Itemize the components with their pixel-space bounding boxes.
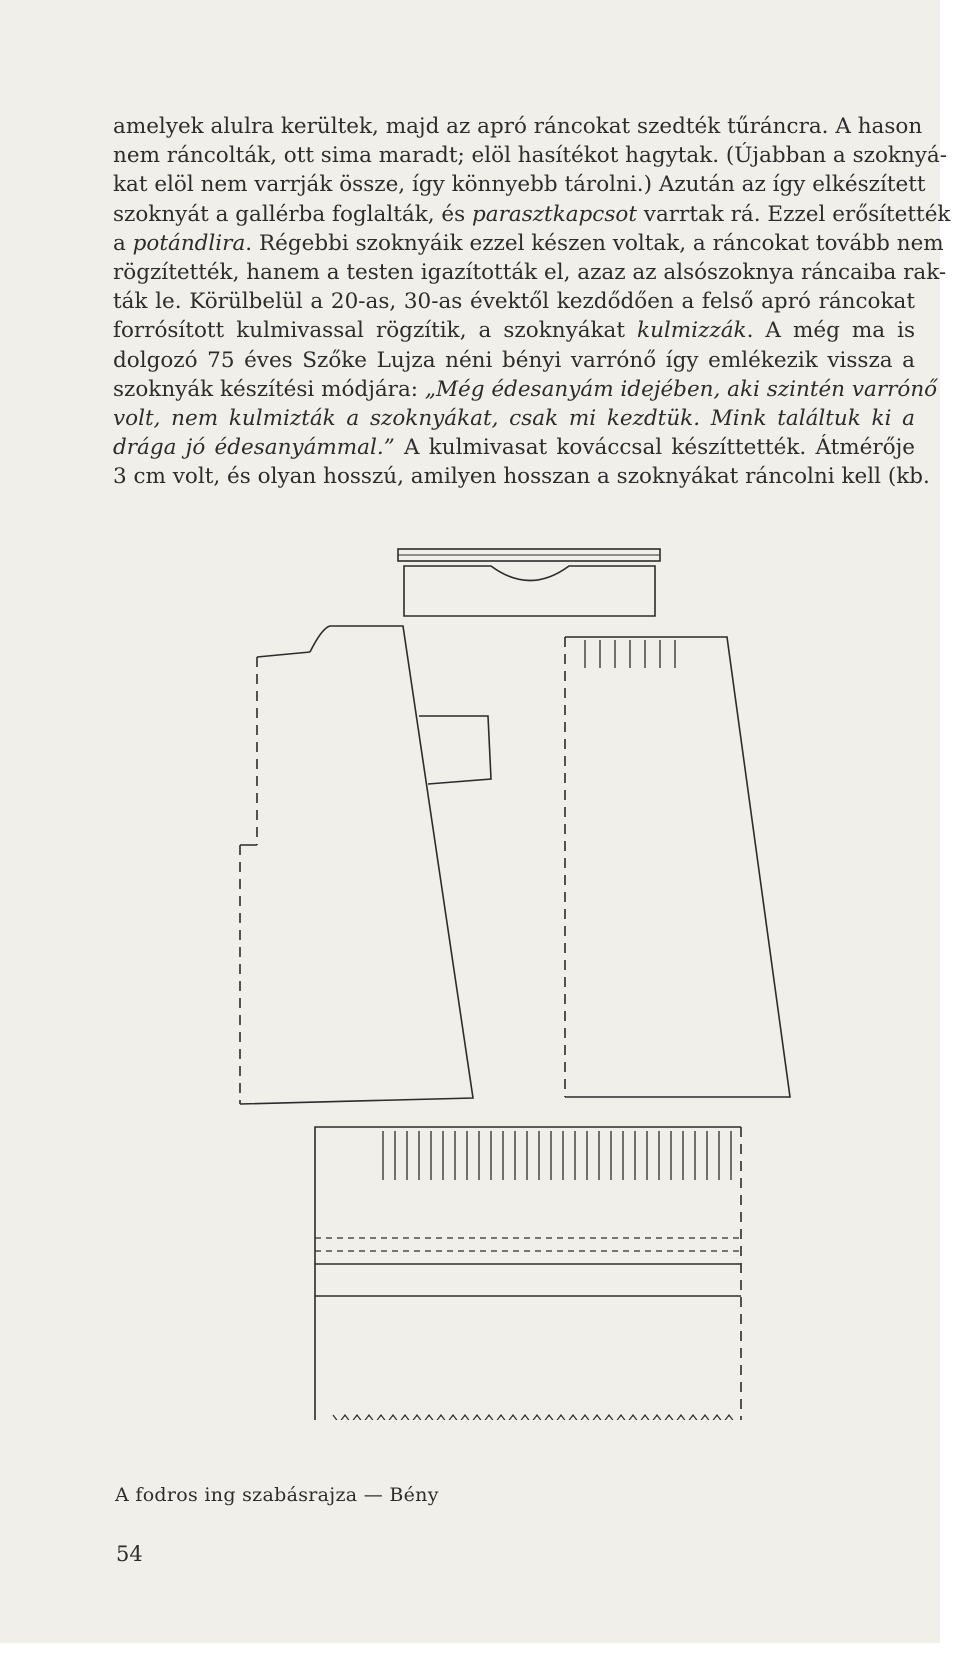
text-line <box>113 287 915 316</box>
italic-text-run: potándlira <box>132 230 246 256</box>
text-run: . A még ma is <box>746 318 915 344</box>
text-line <box>113 462 930 491</box>
text-line <box>113 170 926 199</box>
collar-band <box>398 549 660 561</box>
sewing-pattern-diagram <box>0 540 940 1420</box>
text-line <box>113 316 915 345</box>
italic-text-run: „Még édesanyám idejében, aki szintén varrónő <box>424 376 938 402</box>
italic-text-run: kulmizzák <box>637 318 747 344</box>
italic-text-run: drága jó édesanyámmal.” <box>113 435 395 461</box>
text-run: . Régebbi szoknyáik ezzel készen voltak, a ráncokat tovább nem <box>245 230 944 256</box>
italic-text-run: parasztkapcsot <box>472 201 637 227</box>
text-run: rögzítették, hanem a testen igazították el, azaz az alsószoknya ráncaiba rak- <box>113 260 947 286</box>
text-line <box>113 404 915 433</box>
text-run: amelyek alulra kerültek, majd az apró ráncokat szedték tűráncra. A hason <box>113 114 923 139</box>
ruffle-panel <box>315 1127 741 1420</box>
text-line <box>113 229 944 258</box>
text-run: szoknyát a gallérba foglalták, és <box>113 201 473 227</box>
body-text <box>113 112 951 492</box>
text-run: varrtak rá. Ezzel erősítették <box>636 201 951 227</box>
text-line <box>113 200 951 229</box>
text-line <box>113 141 947 170</box>
page-number: 54 <box>116 1542 143 1566</box>
text-run: forrósított kulmivassal rögzítik, a szoknyákat <box>113 318 638 344</box>
figure-caption: A fodros ing szabásrajza — Bény <box>115 1484 439 1506</box>
text-line <box>113 112 923 141</box>
text-line <box>113 375 938 404</box>
text-run: kat elöl nem varrják össze, így könnyebb tárolni.) Azután az így elkészített <box>113 172 926 198</box>
bodice-piece <box>240 626 491 1104</box>
text-line <box>113 346 915 375</box>
collar-piece <box>404 566 655 616</box>
sleeve-piece <box>565 637 790 1097</box>
text-line <box>113 258 947 287</box>
text-run: dolgozó 75 éves Szőke Lujza néni bényi varrónő így emlékezik vissza a <box>113 347 915 373</box>
text-run: 3 cm volt, és olyan hosszú, amilyen hosszan a szoknyákat ráncolni kell (kb. <box>113 464 930 490</box>
text-run: szoknyák készítési módjára: <box>113 376 425 402</box>
text-run: a <box>113 230 133 256</box>
text-line <box>113 433 915 462</box>
italic-text-run: volt, nem kulmizták a szoknyákat, csak mi kezdtük. Mink találtuk ki a <box>113 406 915 432</box>
text-run: ták le. Körülbelül a 20-as, 30-as évektől kezdődően a felső apró ráncokat <box>113 289 915 315</box>
text-run: A kulmivasat kováccsal készíttették. Átmérője <box>394 435 915 461</box>
text-run: nem ráncolták, ott sima maradt; elöl hasítékot hagytak. (Újabban a szoknyá- <box>113 143 947 169</box>
